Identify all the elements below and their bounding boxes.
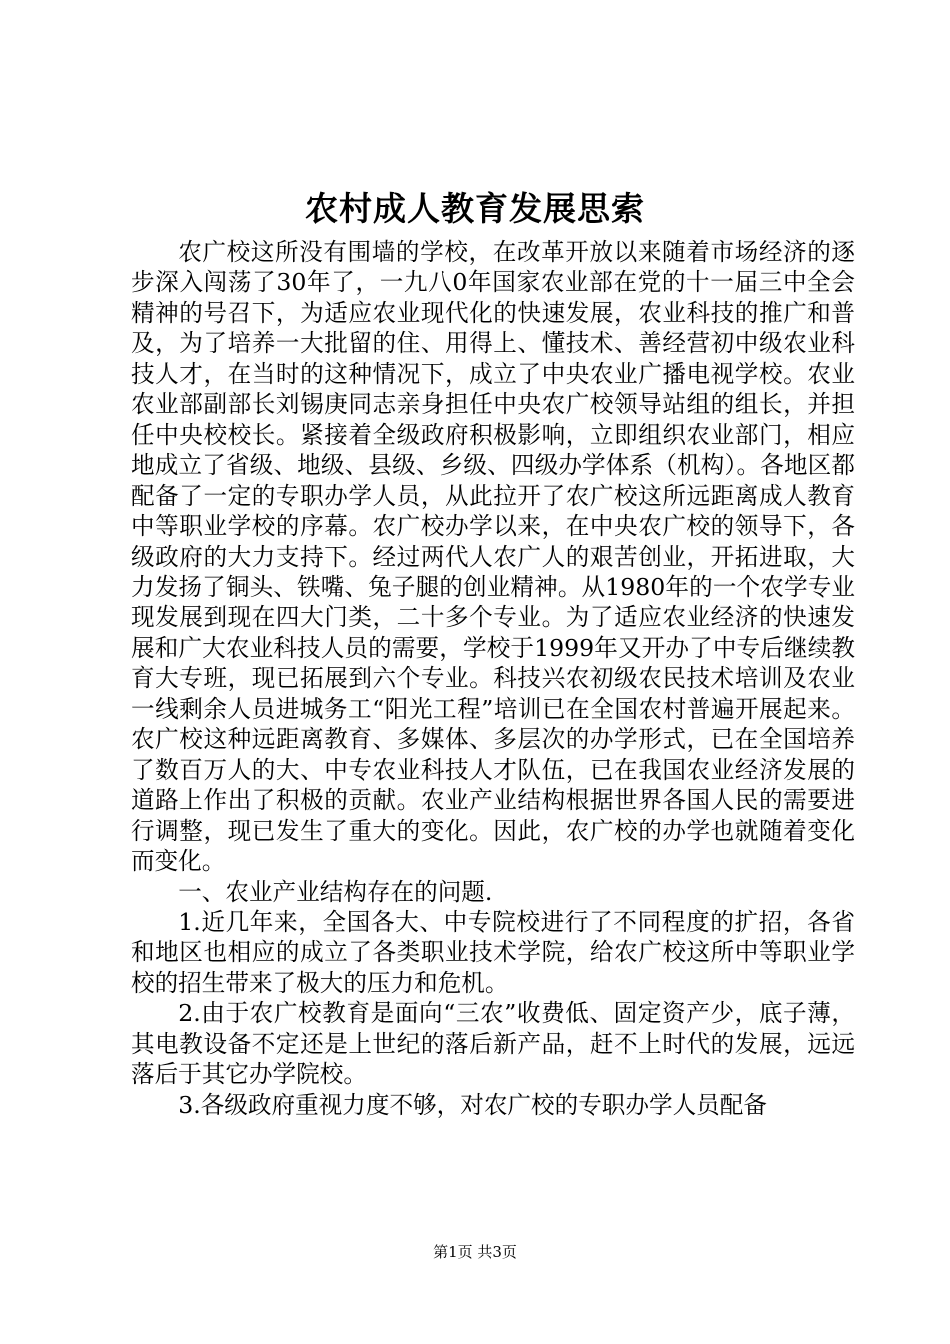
document-body [131,237,855,1120]
list-item-3: 3.各级政府重视力度不够，对农广校的专职办学人员配备 [178,1090,767,1119]
list-item-1: 1.近几年来，全国各大、中专院校进行了不同程度的扩招，各省和地区也相应的成立了各类职业技术学院，给农广校这所中等职业学校的招生带来了极大的压力和危机。 [131,907,855,997]
page-footer: 第1页 共3页 [433,1243,517,1261]
paragraph-intro: 农广校这所没有围墙的学校，在改革开放以来随着市场经济的逐步深入闯荡了30年了，一九八0年国家农业部在党的十一届三中全会精神的号召下，为适应农业现代化的快速发展，农业科技的推广和普及，为了培养一大批留的住、用得上、懂技术、善经营初中级农业科技人才，在当时的这种情况下，成立了中央农业广播电视学校。农业农业部副部长刘锡庚同志亲身担任中央农广校领导站组的组长，并担任中央校校长。紧接着全级政府积极影响，立即组织农业部门，相应地成立了省级、地级、县级、乡级、四级办学体系（机构）。各地区都配备了一定的专职办学人员，从此拉开了农广校这所远距离成人教育中等职业学校的序幕。农广校办学以来，在中央农广校的领导下，各级政府的大力支持下。经过两代人农广人的艰苦创业，开拓进取，大力发扬了铜头、铁嘴、兔子腿的创业精神。从1980年的一个农学专业现发展到现在四大门类，二十多个专业。为了适应农业经济的快速发展和广大农业科技人员的需要，学校于1999年又开办了中专后继续教育大专班，现已拓展到六个专业。科技兴农初级农民技术培训及农业一线剩余人员进城务工“阳光工程”培训已在全国农村普遍开展起来。农广校这种远距离教育、多媒体、多层次的办学形式，已在全国培养了数百万人的大、中专农业科技人才队伍，已在我国农业经济发展的道路上作出了积极的贡献。农业产业结构根据世界各国人民的需要进行调整，现已发生了重大的变化。因此，农广校的办学也就随着变化而变化。 [131,238,855,876]
document-title: 农村成人教育发展思索 [305,189,645,228]
list-item-2: 2.由于农广校教育是面向“三农”收费低、固定资产少，底子薄，其电教设备不定还是上世纪的落后新产品，赶不上时代的发展，远远落后于其它办学院校。 [131,999,855,1089]
section-heading-1: 一、农业产业结构存在的问题. [178,877,493,906]
